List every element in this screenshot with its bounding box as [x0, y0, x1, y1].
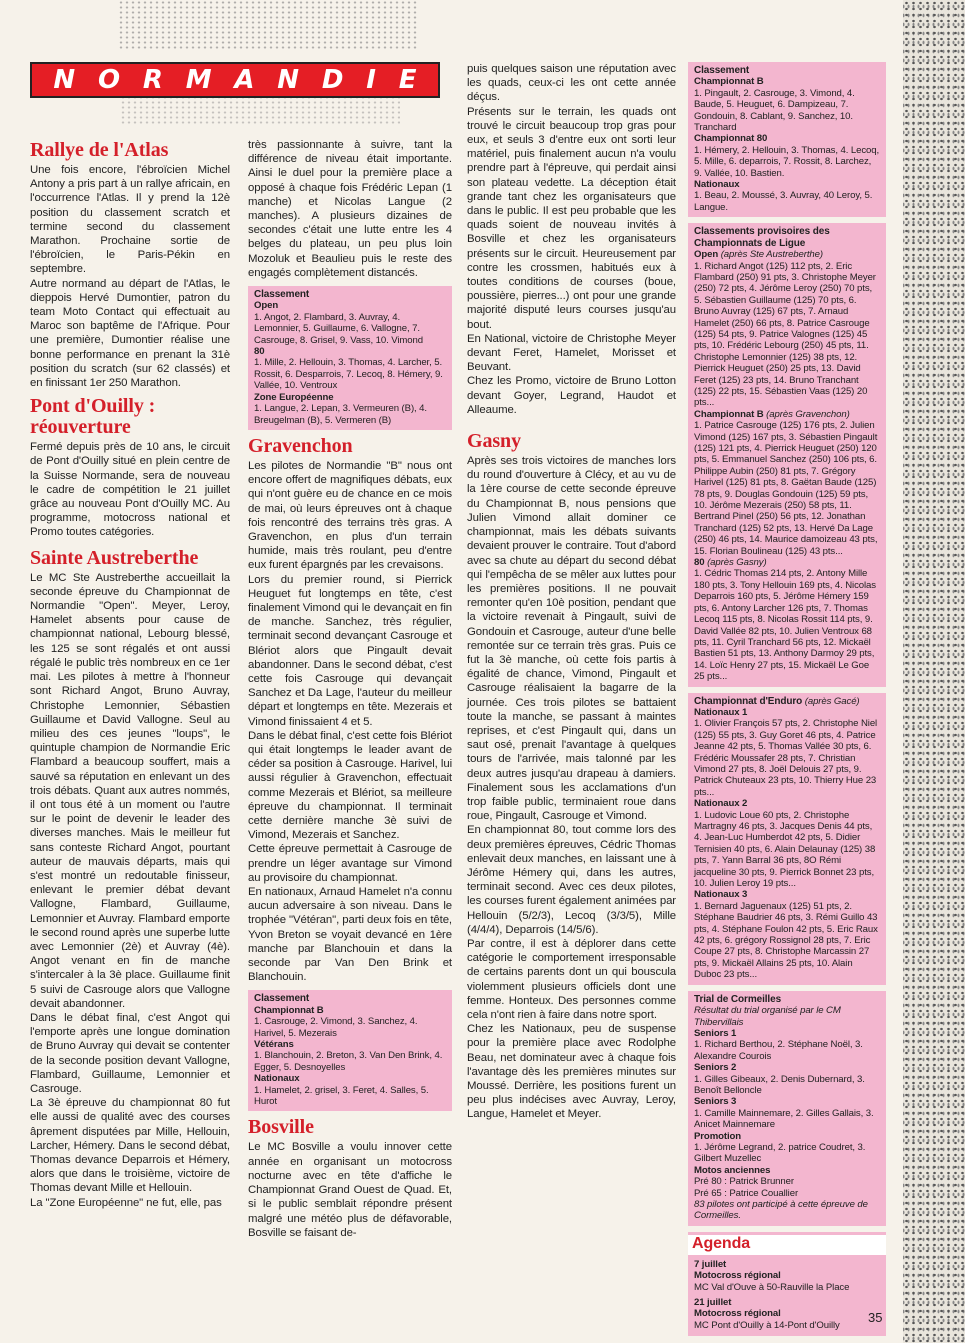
box-text: 1. Ludovic Loue 60 pts, 2. Christophe Martragny 46 pts, 3. Jacques Denis 44 pts, 4. Jean-Luc Humberdot 42 pts, 5. Didier Ternisien 40 pts, 6. Alain Delaunay (125) 38 pts, 7. Yann Barral 36 pts, 8O Rémi jacqueline 30 pts, 9. Pierrick Bonnet 23 pts, 10. Julien Leroy 19 pts... — [694, 809, 876, 890]
box-subtitle: Nationaux — [694, 179, 740, 191]
box-subtitle: Nationaux 3 — [694, 889, 748, 901]
box-text: 1. Beau, 2. Moussé, 3. Auvray, 40 Leroy, 5. Langue. — [694, 190, 873, 213]
paragraph: Les pilotes de Normandie "B" nous ont encore offert de magnifiques débats, eux qui n'ont guère eu de chance en ce mois de mai, où leurs épreuves ont à chaque fois rencontré des terrains très gras. A Gravenchon, en plus d'un terrain humide, mais très roulant, peu d'entre eux furent épargnés par les crevaisons. — [248, 459, 452, 572]
agenda-location: MC Val d'Ouve à 50-Rauville la Place — [694, 1281, 850, 1293]
paragraph: Le MC Ste Austreberthe accueillait la seconde épreuve du Championnat de Normandie "Open". Meyer, Leroy, Hamelet absents pour cause de championnat national, Lebourg blessé, les 125 se sont régalés et ont aussi régalé le public très nombreux en ce 1er mai. Les pilotes à mettre à l'honneur sont Richard Angot, Bruno Auvray, Christophe Lemonnier, Sébastien Guillaume et David Vallogne. Seul au milieu des ces jeunes "loups", le quintuple champion de Normandie Eric Flambard a beaucoup souffert, mais a sauvé sa réputation en enlevant un des trois débats. Quant aux autres nommés, il ont tous été à un moment ou l'autre sur le point de devenir le leader des diverses manches. Mais le meilleur fut sans conteste Richard Angot, pourtant auteur de mauvais départs, mais qui s'est montré un redoutable finisseur, enlevant le premier débat devant Vallogne, Flambard, Guillaume, Lemonnier et Auvray. Flambard emporte le second round après une superbe lutte avec Lemonnier (2è) et Auvray (4è). Angot venant en fin de manche s'intercaler à la 3è place. Guillaume finit 5 suivi de Casrouge alors que Vallogne devait abandonner. — [30, 571, 231, 1010]
box-text: 1. Patrice Casrouge (125) 176 pts, 2. Julien Vimond (125) 167 pts, 3. Sébastien Pingault (125) 121 pts, 4. Pierrick Heuguet (250) 120 pts, 5. Emmanuel Sanchez (250) 106 pts, 6. Philippe Aubin (250) 81 pts, 7. Grégory Harivel (125) 81 pts, 8. Gaëtan Baude (125) 78 pts, 9. Douglas Gondouin (125) 59 pts, 10. Jérôme Mezerais (250) 58 pts, 11. Bertrand Pinel (250) 56 pts, 12. Jonathan Tranchard (125) 52 pts, 13. Hervé Da Lage (250) 46 pts, 14. Maurice damoizeau 43 pts, 15. Florian Boulineau (125) 43 pts... — [694, 420, 878, 557]
page-number: 35 — [868, 1310, 883, 1325]
box-title-note: (après Gacé) — [804, 695, 860, 707]
banner-letter: N — [277, 65, 300, 95]
results-box-ste-austreberthe — [248, 286, 452, 430]
box-subtitle: Championnat 80 — [694, 133, 768, 145]
banner-letter: M — [185, 65, 212, 95]
heading-gasny: Gasny — [467, 430, 521, 453]
box-text: Pré 65 : Patrice Couallier — [694, 1187, 799, 1199]
decorative-texture-top — [118, 0, 418, 50]
agenda-date: 21 juillet — [694, 1297, 732, 1309]
box-text: 1. Langue, 2. Lepan, 3. Vermeuren (B), 4. Breugelman (B), 5. Vermeren (B) — [254, 403, 427, 426]
agenda-date: 7 juillet — [694, 1258, 727, 1270]
box-subtitle: 80 — [254, 346, 265, 358]
box-intro: Résultat du trial organisé par le CM Thibervillais — [694, 1005, 841, 1028]
banner-letter: A — [234, 65, 255, 95]
box-subtitle: Promotion — [694, 1130, 742, 1142]
box-title: Championnat d'Enduro — [694, 695, 803, 707]
agenda-event: Motocross régional — [694, 1308, 781, 1320]
results-box-trial — [688, 991, 886, 1226]
heading-pont-ouilly: Pont d'Ouilly : réouverture — [30, 395, 156, 439]
box-subtitle: Seniors 1 — [694, 1027, 737, 1039]
heading-bosville: Bosville — [248, 1116, 314, 1139]
column-2 — [248, 138, 452, 1240]
column-4 — [688, 62, 886, 1336]
banner-letter: E — [398, 65, 417, 95]
paragraph: Autre normand au départ de l'Atlas, le dieppois Hervé Dumontier, patron du team Moto Contact qui effectuait au Maroc son baptême de l'Afrique. Pour une première, Dumontier réalise une bonne performance en prenant la 31è position du scratch (sur 62 classés) et en finissant 1er 250 Marathon. — [30, 277, 230, 390]
box-subtitle: Motos anciennes — [694, 1164, 771, 1176]
decorative-texture-top-2 — [120, 95, 400, 125]
box-text: 1. Pingault, 2. Casrouge, 3. Vimond, 4. Baude, 5. Heuguet, 6. Dampizeau, 7. Gondouin, 8. Cablant, 9. Sanchez, 10. Tranchard — [694, 87, 855, 134]
paragraph: Par contre, il est à déplorer dans cette catégorie le comportement irresponsable de certains parents dont un qui bouscula violemment plusieurs officiels dont une femme. Honteux. Des personnes comme cela n'ont rien à faire dans notre sport. — [467, 937, 676, 1021]
agenda-event: Motocross régional — [694, 1270, 781, 1282]
paragraph: En National, victoire de Christophe Meyer devant Feret, Hamelet, Morisset et Beuvant. — [467, 332, 676, 374]
box-title: Classement — [694, 65, 750, 76]
box-subtitle-note: (après Gasny) — [707, 557, 767, 569]
box-subtitle: Championnat B — [694, 76, 764, 88]
box-text: 1. Gilles Gibeaux, 2. Denis Dubernard, 3. Benoît Belloncle — [694, 1073, 865, 1096]
agenda-box — [688, 1232, 886, 1336]
box-text: 1. Hémery, 2. Hellouin, 3. Thomas, 4. Lecoq, 5. Mille, 6. deparrois, 7. Rossit, 8. Larchez, 9. Vallée, 10. Bastien. — [694, 144, 880, 179]
column-1 — [30, 138, 230, 1210]
box-subtitle: Seniors 3 — [694, 1096, 737, 1108]
box-title: Classements provisoires des Championnats de Ligue — [694, 226, 830, 249]
column-3 — [467, 62, 676, 1122]
box-subtitle: Championnat B — [694, 408, 764, 420]
paragraph: La 3è épreuve du championnat 80 fut elle aussi de qualité avec des courses âprement disputées par Mille, Hellouin, Larcher, Hémery. Dans le second débat, Thomas devance Deparrois et Hémery, alors que dans le troisième, victoire de Thomas devant Mille et Hellouin. — [30, 1097, 230, 1195]
box-text: 1. Blanchouin, 2. Breton, 3. Van Den Brink, 4. Egger, 5. Desnoyelles — [254, 1050, 443, 1073]
box-text: 1. Camille Mainnemare, 2. Gilles Gallais, 3. Anicet Mainnemare — [694, 1107, 874, 1131]
box-subtitle: Championnat B — [254, 1004, 324, 1016]
box-outro: 83 pilotes ont participé à cette épreuve de Cormeilles. — [694, 1199, 868, 1222]
box-text: 1. Olivier François 57 pts, 2. Christophe Niel (125) 55 pts, 3. Guy Goret 46 pts, 4. Patrice Jeanne 42 pts, 5. Thomas Vallée 30 pts, 6. Frédéric Moussafer 28 pts, 7. Christian Vimond 27 pts, 8. Joël Delouis 27 pts, 9. Patrick Chuteaux 23 pts, 10. Thierry Hue 23 pts... — [694, 718, 878, 798]
paragraph: Le MC Bosville a voulu innover cette année en organisant un motocross nocturne avec en tête d'affiche le Championnat Grand Ouest de Quad. Et, si le public semblait répondre présent malgré une météo plus de défavorable, Bosville se faisant de- — [248, 1141, 452, 1239]
paragraph: Dans le débat final, c'est Angot qui l'emporte après une longue domination de Bruno Auvray qui devait se contenter de la seconde position devant Vallogne, Flambard, Guillaume, Lemonnier et Casrouge. — [30, 1011, 230, 1095]
section-banner — [30, 62, 440, 98]
box-text: 1. Angot, 2. Flambard, 3. Auvray, 4. Lemonnier, 5. Guillaume, 6. Vallogne, 7. Casrouge, 8. Grisel, 9. Vass, 10. Vimond — [254, 311, 423, 346]
heading-gravenchon: Gravenchon — [248, 434, 353, 457]
paragraph: puis quelques saison une réputation avec les quads, ceux-ci les ont cette année déçus. — [467, 63, 676, 104]
box-text: 1. Richard Angot (125) 112 pts, 2. Eric Flambard (250) 91 pts, 3. Christophe Meyer (250) 72 pts, 4. Jérôme Leroy (250) 70 pts, 5. Sébastien Guillaume (125) 70 pts, 6. Bruno Auvray (125) 67 pts, 7. Arnaud Hamelet (250) 66 pts, 8. Patrice Casrouge (125) 54 pts, 9. Patrice Valognes (125) 45 pts, 10. Frédéric Lebourg (250) 45 pts, 11. Christophe Lemonnier (125) 38 pts, 12. Pierrick Heuguet (250) 25 pts, 13. David Feret (125) 23 pts, 14. Bruno Tranchant (125) 22 pts, 15. Sébastien Vaas (125) 20 pts... — [694, 260, 876, 409]
heading-rallye-atlas: Rallye de l'Atlas — [30, 139, 169, 161]
banner-letter: R — [142, 65, 163, 95]
box-subtitle: Nationaux 1 — [694, 706, 748, 718]
box-text: 1. Bernard Jaguenaux (125) 51 pts, 2. Stéphane Baudrier 46 pts, 3. Rémi Guillo 43 pts, 4. Stéphane Foulon 42 pts, 5. Eric Raux 42 pts, 6. grégory Rossignol 28 pts, 7. Eric Coupe 27 pts, 8. Christophe Marcassin 27 pts, 9. Mickaël Allains 25 pts, 10. Alain Duboc 23 pts... — [694, 900, 878, 981]
standings-box-enduro — [688, 693, 886, 985]
paragraph: La "Zone Européenne" ne fut, elle, pas — [30, 1196, 222, 1209]
box-text: 1. Hamelet, 2. grisel, 3. Feret, 4. Salles, 5. Hurot — [254, 1084, 429, 1108]
paragraph: Une fois encore, l'ébroïcien Michel Antony a pris part à un rallye africain, en l'occurrence l'Atlas. Il y prend la 12è position du classement scratch et termine second du classement Marathon. Prochaine sortie de l'ébroïcien, le Paris-Pékin en septembre. — [30, 164, 230, 276]
box-text: Pré 80 : Patrick Brunner — [694, 1176, 794, 1188]
paragraph: En championnat 80, tout comme lors des deux premières épreuves, Cédric Thomas enlevait deux manches, en laissant une à Jérôme Hémery qui, dans les autres, terminait second. Avec ces deux pilotes, les courses furent également animées par Hellouin (5/2/3), Lecoq (3/3/5), Mille (4/4/4), Deparrois (14/5/6). — [467, 824, 676, 936]
box-text: 1. Mille, 2. Hellouin, 3. Thomas, 4. Larcher, 5. Rossit, 6. Desparrois, 7. Lecoq, 8. Hémery, 9. Vallée, 10. Ventroux — [254, 357, 443, 392]
agenda-location: MC Pont d'Ouilly à 14-Pont d'Ouilly — [694, 1319, 840, 1331]
box-title: Classement — [254, 289, 310, 301]
box-subtitle-note: (après Gravenchon) — [766, 408, 850, 420]
banner-letter: D — [321, 65, 344, 95]
paragraph: Fermé depuis près de 10 ans, le circuit de Pont d'Ouilly situé en plein centre de la Suisse Normande, sera de nouveau le cadre de compétition le 21 juillet grâce au nouveau Pont d'Ouilly MC. Au programme, motocross national et Promo toutes catégories. — [30, 441, 230, 539]
banner-letter: O — [97, 65, 121, 95]
banner-letter: N — [53, 65, 76, 95]
paragraph: Lors du premier round, si Pierrick Heuguet fut longtemps en tête, c'est finalement Vimond qui le devançait en fin de manche. Sanchez, très régulier, terminait second devançant Casrouge et Blériot alors que Pingault devait abandonner. Dans le second débat, c'est cette fois Casrouge qui devançait Sanchez et Da Lage, l'auteur du meilleur départ et longtemps en tête. Mezerais et Vimond finissaient 4 et 5. — [248, 573, 452, 728]
standings-box-ligue — [688, 223, 886, 686]
box-text: 1. Jérôme Legrand, 2. patrice Coudret, 3. Gilbert Muzellec — [694, 1141, 866, 1165]
box-title: Trial de Cormeilles — [694, 993, 782, 1005]
box-subtitle: Nationaux 2 — [694, 798, 748, 810]
box-text: 1. Cédric Thomas 214 pts, 2. Antony Mille 180 pts, 3. Tony Hellouin 169 pts, 4. Nicolas Deparrois 160 pts, 5. Jérôme Hémery 159 pts, 6. Antony Larcher 126 pts, 7. Thomas Lecoq 115 pts, 8. Nicolas Rossit 114 pts, 9. David Vallée 82 pts, 10. Julien Ventroux 68 pts, 11. Cyril Tranchard 56 pts, 12. Mickaël Bastien 51 pts, 13. Anthony Darmoy 29 pts, 14. Loïc Henry 27 pts, 15. Mickaël Le Goe 25 pts... — [694, 568, 876, 683]
paragraph: En nationaux, Arnaud Hamelet n'a connu aucun adversaire à son niveau. Dans le trophée "Vétéran", parti deux fois en tête, Yvon Breton se voyait devancé en 1ère manche par Blanchouin et dans la seconde par Van Den Brink et Blanchouin. — [248, 886, 452, 984]
box-subtitle: Vétérans — [254, 1039, 294, 1051]
box-subtitle: Open — [254, 300, 279, 312]
paragraph: Dans le débat final, c'est cette fois Blériot qui était longtemps le leader avant de céder sa position à Casrouge. Harivel, lui aussi régulier à Gravenchon, effectuait comme Mezerais et Blériot, sa meilleure épreuve du championnat. Il terminait cette dernière manche 3è suivi de Vimond, Mezerais et Sanchez. — [248, 729, 452, 842]
agenda-title: Agenda — [688, 1235, 886, 1255]
box-subtitle: Zone Européenne — [254, 391, 334, 403]
paragraph: Cette épreuve permettait à Casrouge de prendre un léger avantage sur Vimond au provisoire du championnat. — [248, 843, 452, 884]
banner-letter: I — [366, 65, 376, 95]
results-box-gravenchon — [248, 990, 452, 1111]
decorative-texture-right — [903, 0, 965, 1343]
box-text: 1. Richard Berthou, 2. Stéphane Noël, 3. Alexandre Courois — [694, 1039, 863, 1062]
paragraph: Après ses trois victoires de manches lors du round d'ouverture à Clécy, et au vu de la 1ère course de cette seconde épreuve du Championnat B, nous pensions que Julien Vimond allait dominer ce championnat, mais les débats suivants devaient prouver le contraire. Tout d'abord avec sa chute au départ du second débat qui l'empêcha de se mêler aux luttes pour les premières positions. Il ne pouvait remonter qu'en 10è position, pendant que la victoire revenait à Pingault, suivi de Gondouin et Casrouge, auteur d'une belle remontée sur ce terrain très gras. Puis ce fut la 3è manche, où cette fois partis à égalité de chance, Vimond, Pingault et Casrouge réalisaient la bagarre de la journée. Ces trois pilotes se battaient toute la manche, se passant à maintes reprises, et c'est Pingault qui, dans un saut osé, prenait l'avantage à quelques tours de l'arrivée, mais talonné par les deux autres jusqu'au drapeau à damiers. Finalement sous les acclamations d'un trop faible public, terminaient roue dans roue, Pingault, Casrouge et Vimond. — [467, 455, 676, 823]
box-subtitle: Seniors 2 — [694, 1062, 737, 1074]
box-subtitle-note: (après Ste Austreberthe) — [720, 249, 823, 261]
paragraph: Chez les Promo, victoire de Bruno Lotton devant Goyer, Legrand, Haudot et Alleaume. — [467, 375, 676, 416]
box-text: 1. Casrouge, 2. Vimond, 3. Sanchez, 4. Harivel, 5. Mezerais — [254, 1016, 418, 1039]
results-box-gasny — [688, 62, 886, 217]
box-title: Classement — [254, 993, 310, 1005]
paragraph: Chez les Nationaux, peu de suspense pour la première place avec Rodolphe Beau, net dominateur avec à chaque fois l'avantage dès les premières minutes sur Moussé. Derrière, les positions furent un peu plus indécises avec Auvray, Leroy, Langue, Hamelet et Meyer. — [467, 1023, 676, 1121]
box-subtitle: 80 — [694, 557, 705, 569]
heading-sainte-austreberthe: Sainte Austreberthe — [30, 546, 199, 569]
paragraph: très passionnante à suivre, tant la différence de niveau était importante. Ainsi le duel pour la première place a opposé à chaque fois Frédéric Lepan (1 manche) et Nicolas Langue (2 manches). A plusieurs dizaines de secondes c'était une lutte entre les 4 belges du plateau, un peu plus loin Mozoluk et Beaulieu puis le reste des engagés complètement distancés. — [248, 139, 452, 279]
box-subtitle: Nationaux — [254, 1073, 300, 1085]
paragraph: Présents sur le terrain, les quads ont trouvé le circuit beaucoup trop gras pour eux, et seuls 3 d'entre eux ont sorti leur matériel, puis finalement aucun n'a voulu prendre part à l'épreuve, qui perdait ainsi son plateau vedette. La déception était grande tant chez les organisateurs que dans le public. Il est peu probable que les quads soient de nouveau invités à Bosville et chez les organisateurs présents sur le circuit. Heureusement par contre les crossmen, habitués eux à toutes conditions de courses (boue, poussière, pierres...) ont pour une grande majorité disputé leurs courses jusqu'au bout. — [467, 105, 676, 331]
box-subtitle: Open — [694, 249, 719, 261]
